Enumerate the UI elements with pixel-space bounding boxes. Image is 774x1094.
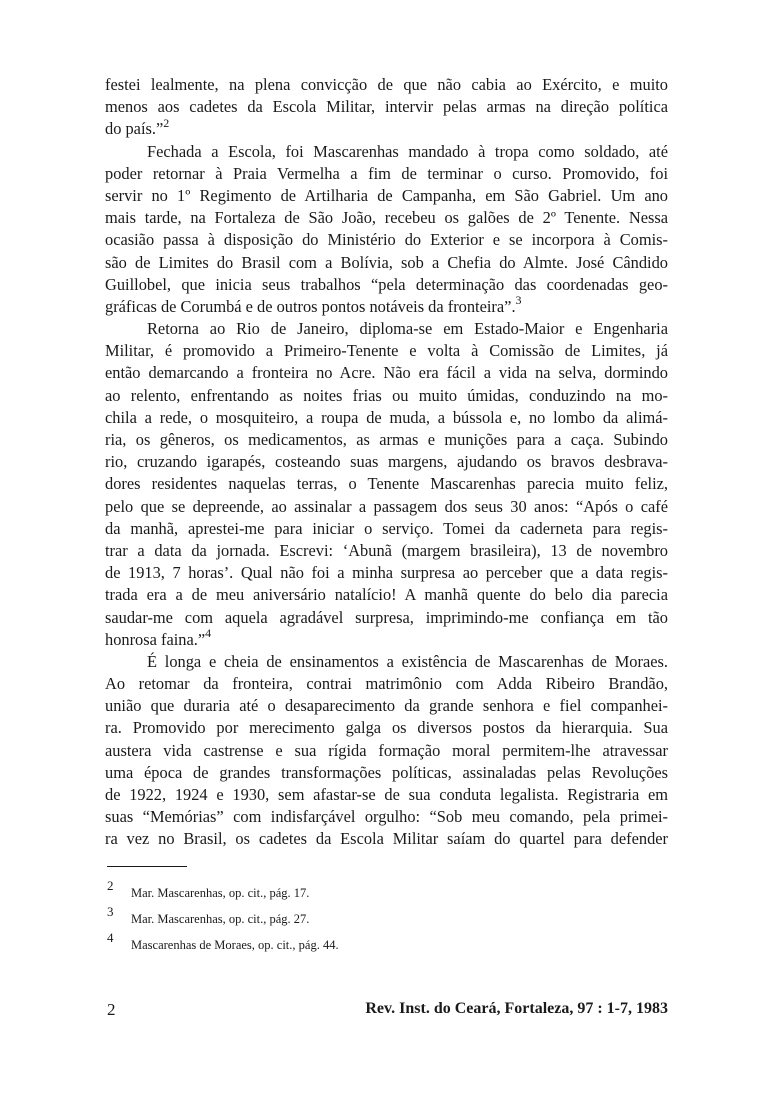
line-text: ocasião passa à disposição do Ministério do Exterior e se incorpora à Comis- bbox=[105, 230, 668, 250]
text-line bbox=[105, 407, 668, 429]
line-text: de 1913, 7 horas’. Qual não foi a minha surpresa ao perceber que a data regis- bbox=[105, 563, 668, 583]
text-line bbox=[105, 293, 668, 318]
text-line bbox=[105, 115, 668, 140]
text-line bbox=[105, 828, 668, 850]
line-text: gráficas de Corumbá e de outros pontos notáveis da fronteira”. bbox=[105, 296, 516, 316]
line-text: então demarcando a fronteira no Acre. Não era fácil a vida na selva, dormindo bbox=[105, 363, 668, 383]
footnote-number: 4 bbox=[107, 930, 114, 945]
footnote-reference: 2 bbox=[163, 115, 170, 130]
line-text: ra. Promovido por merecimento galga os diversos postos da hierarquia. Sua bbox=[105, 718, 668, 738]
line-text: ra vez no Brasil, os cadetes da Escola Militar saíam do quartel para defender bbox=[105, 829, 668, 849]
line-text: servir no 1º Regimento de Artilharia de Campanha, em São Gabriel. Um ano bbox=[105, 185, 668, 205]
line-text: menos aos cadetes da Escola Militar, intervir pelas armas na direção política bbox=[105, 97, 668, 117]
text-line bbox=[105, 607, 668, 629]
text-line bbox=[105, 229, 668, 251]
line-text: trar a data da jornada. Escrevi: ‘Abunã (margem brasileira), 13 de novembro bbox=[105, 540, 668, 560]
text-line bbox=[105, 74, 668, 96]
line-text: de 1922, 1924 e 1930, sem afastar-se de sua conduta legalista. Registraria em bbox=[105, 785, 668, 804]
text-line bbox=[105, 451, 668, 473]
text-line bbox=[105, 695, 668, 717]
line-text: mais tarde, na Fortaleza de São João, recebeu os galões de 2º Tenente. Nessa bbox=[105, 208, 668, 228]
text-line bbox=[105, 673, 668, 695]
line-text: trada era a de meu aniversário natalício! A manhã quente do belo dia parecia bbox=[105, 585, 668, 605]
line-text: Guillobel, que inicia seus trabalhos “pela determinação das coordenadas geo- bbox=[105, 274, 668, 294]
line-text: pelo que se depreende, ao assinalar a passagem dos seus 30 anos: “Após o café bbox=[105, 496, 668, 516]
line-text: dores residentes naquelas terras, o Tenente Mascarenhas parecia muito feliz, bbox=[105, 474, 668, 494]
line-text: Ao retomar da fronteira, contrai matrimônio com Adda Ribeiro Brandão, bbox=[105, 674, 668, 694]
footnote-reference: 3 bbox=[515, 293, 522, 308]
text-line bbox=[105, 473, 668, 495]
text-line bbox=[105, 96, 668, 118]
footnote-number: 2 bbox=[107, 878, 114, 893]
text-line bbox=[105, 762, 668, 784]
text-line bbox=[105, 584, 668, 606]
line-text: ao relento, enfrentando as noites frias ou muito úmidas, conduzindo na mo- bbox=[105, 385, 668, 405]
text-line bbox=[105, 318, 668, 340]
footnote bbox=[107, 904, 667, 936]
text-line bbox=[105, 385, 668, 407]
line-text: são de Limites do Brasil com a Bolívia, sob a Chefia do Almte. José Cândido bbox=[105, 252, 668, 272]
line-text: poder retornar à Praia Vermelha a fim de terminar o curso. Promovido, foi bbox=[105, 163, 668, 183]
text-line bbox=[105, 362, 668, 384]
text-line bbox=[105, 207, 668, 229]
line-text: da manhã, aprestei-me para iniciar o serviço. Tomei da caderneta para regis- bbox=[105, 518, 668, 538]
footnote-text: Mascarenhas de Moraes, op. cit., pág. 44. bbox=[131, 938, 339, 952]
footnote bbox=[107, 930, 667, 962]
text-line bbox=[105, 626, 668, 651]
text-line bbox=[105, 340, 668, 362]
text-line bbox=[105, 740, 668, 762]
text-line bbox=[105, 496, 668, 518]
footnote bbox=[107, 878, 667, 910]
text-line bbox=[105, 806, 668, 828]
footnote-number: 3 bbox=[107, 904, 114, 919]
line-text: ria, os gêneros, os medicamentos, as armas e munições para a caça. Subindo bbox=[105, 430, 668, 449]
text-line bbox=[105, 518, 668, 540]
text-line bbox=[105, 784, 668, 806]
footnotes bbox=[107, 878, 667, 962]
page-number: 2 bbox=[107, 1000, 116, 1019]
text-line bbox=[105, 185, 668, 207]
text-line bbox=[105, 429, 668, 451]
body-text bbox=[105, 74, 668, 851]
line-text: honrosa faina.” bbox=[105, 629, 206, 649]
text-line bbox=[105, 252, 668, 274]
page-footer bbox=[107, 1000, 668, 1024]
text-line bbox=[105, 163, 668, 185]
line-text: suas “Memórias” com indisfarçável orgulho: “Sob meu comando, pela primei- bbox=[105, 807, 668, 827]
footnote-text: Mar. Mascarenhas, op. cit., pág. 27. bbox=[131, 912, 310, 926]
line-text: É longa e cheia de ensinamentos a existência de Mascarenhas de Moraes. bbox=[147, 651, 668, 671]
text-line bbox=[105, 540, 668, 562]
line-text: união que duraria até o desaparecimento da grande senhora e fiel companhei- bbox=[105, 696, 668, 716]
text-line bbox=[105, 141, 668, 163]
line-text: festei lealmente, na plena convicção de que não cabia ao Exército, e muito bbox=[105, 75, 668, 94]
line-text: uma época de grandes transformações políticas, assinaladas pelas Revoluções bbox=[105, 762, 668, 782]
line-text: saudar-me com aquela agradável surpresa, imprimindo-me confiança em tão bbox=[105, 607, 668, 627]
line-text: Retorna ao Rio de Janeiro, diploma-se em Estado-Maior e Engenharia bbox=[147, 319, 668, 339]
text-line bbox=[105, 562, 668, 584]
text-line bbox=[105, 651, 668, 673]
line-text: austera vida castrense e sua rígida formação moral permitem-lhe atravessar bbox=[105, 740, 668, 760]
journal-citation: Rev. Inst. do Ceará, Fortaleza, 97 : 1-7, 1983 bbox=[365, 1000, 668, 1017]
footnote-reference: 4 bbox=[205, 626, 212, 641]
line-text: chila a rede, o mosquiteiro, a roupa de muda, a bússola e, no lombo da alimá- bbox=[105, 407, 668, 427]
text-line bbox=[105, 274, 668, 296]
footnote-text: Mar. Mascarenhas, op. cit., pág. 17. bbox=[131, 886, 310, 900]
line-text: Militar, é promovido a Primeiro-Tenente e volta à Comissão de Limites, já bbox=[105, 341, 668, 361]
line-text: rio, cruzando igarapés, costeando suas margens, ajudando os bravos desbrava- bbox=[105, 452, 668, 472]
line-text: Fechada a Escola, foi Mascarenhas mandado à tropa como soldado, até bbox=[147, 141, 668, 161]
text-line bbox=[105, 717, 668, 739]
footnote-divider bbox=[107, 866, 187, 867]
line-text: do país.” bbox=[105, 119, 164, 139]
